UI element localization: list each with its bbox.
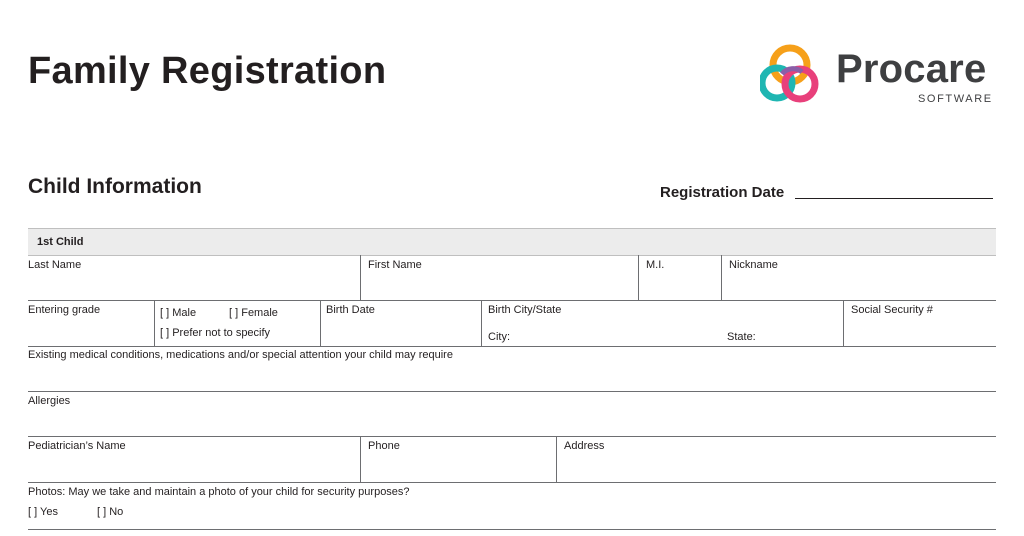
column-divider	[154, 300, 155, 346]
photos-question: Photos: May we take and maintain a photo of your child for security purposes?	[28, 486, 410, 498]
band-label: 1st Child	[37, 236, 84, 248]
medical-conditions-label: Existing medical conditions, medications and/or special attention your child may require	[28, 349, 453, 361]
section-band	[28, 228, 996, 256]
row-divider	[28, 391, 996, 392]
last-name-label: Last Name	[28, 259, 82, 271]
city-label: City:	[488, 331, 510, 343]
allergies-label: Allergies	[28, 395, 71, 407]
registration-date-label: Registration Date	[660, 184, 785, 201]
registration-date-field[interactable]	[795, 198, 993, 199]
column-divider	[843, 300, 844, 346]
column-divider	[360, 255, 361, 300]
row-divider	[28, 482, 996, 483]
first-name-label: First Name	[368, 259, 422, 271]
column-divider	[638, 255, 639, 300]
row-divider	[28, 300, 996, 301]
logo-subtitle: SOFTWARE	[918, 93, 993, 105]
birth-city-state-label: Birth City/State	[488, 304, 562, 316]
column-divider	[556, 436, 557, 482]
phone-label: Phone	[368, 440, 400, 452]
social-security-label: Social Security #	[851, 304, 933, 316]
gender-female-checkbox[interactable]: [ ] Female	[229, 307, 278, 319]
entering-grade-label: Entering grade	[28, 304, 101, 316]
pediatrician-name-label: Pediatrician’s Name	[28, 440, 126, 452]
nickname-label: Nickname	[729, 259, 778, 271]
page-title: Family Registration	[28, 50, 387, 92]
column-divider	[320, 300, 321, 346]
row-divider	[28, 436, 996, 437]
column-divider	[721, 255, 722, 300]
section-title: Child Information	[28, 175, 202, 198]
gender-prefer-not-checkbox[interactable]: [ ] Prefer not to specify	[160, 327, 271, 339]
address-label: Address	[564, 440, 605, 452]
row-divider	[28, 346, 996, 347]
column-divider	[360, 436, 361, 482]
middle-initial-label: M.I.	[646, 259, 665, 271]
birth-date-label: Birth Date	[326, 304, 375, 316]
logo-wordmark: Procare	[836, 47, 987, 91]
photos-yes-checkbox[interactable]: [ ] Yes	[28, 506, 58, 518]
state-label: State:	[727, 331, 756, 343]
column-divider	[481, 300, 482, 346]
gender-male-checkbox[interactable]: [ ] Male	[160, 307, 197, 319]
row-divider	[28, 529, 996, 530]
photos-no-checkbox[interactable]: [ ] No	[97, 506, 124, 518]
